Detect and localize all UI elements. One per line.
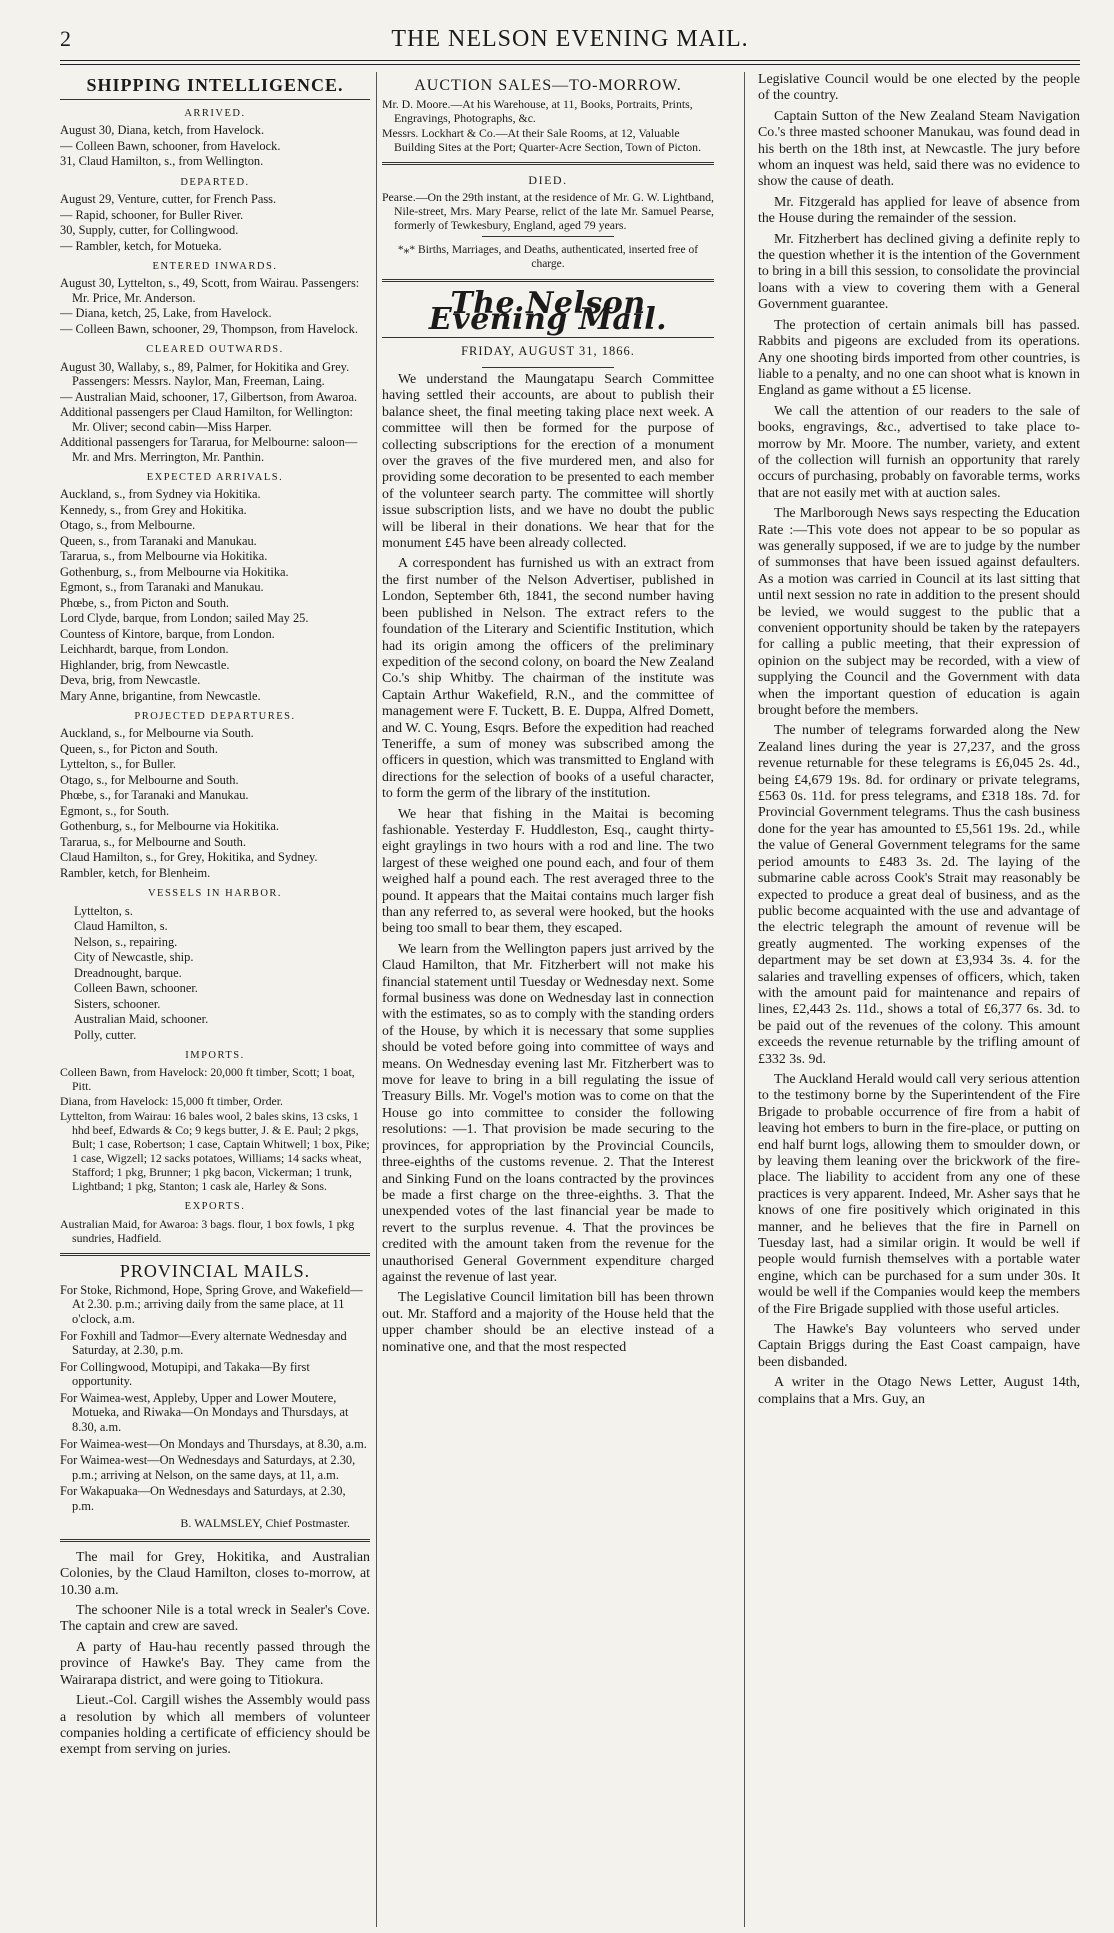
- list-item: Deva, brig, from Newcastle.: [60, 673, 201, 688]
- dateline: FRIDAY, AUGUST 31, 1866.: [461, 343, 635, 358]
- news-paragraph: We understand the Maungatapu Search Committee having settled their accounts, are about to publish their balance sheet, the final meeting taking place next week. A committee will then be formed for the purpose of collecting subscriptions for the erection of a monument over the graves of the five murdered men, and also for providing some decoration to be presented to each member of the volunteer search party. The committee will shortly issue subscription lists, and we have no doubt the public will be liberal in their donations. We hear that for the monument £45 have been already collected.: [382, 372, 714, 552]
- free-notice: *⁎* Births, Marriages, and Deaths, authenticated, inserted free of charge.: [397, 244, 699, 271]
- arrived-section: [60, 106, 370, 169]
- divider: [482, 367, 615, 368]
- list-item: Tararua, s., from Melbourne via Hokitika.: [60, 549, 268, 564]
- news-paragraph: The protection of certain animals bill has passed. Rabbits and pigeons are excluded from its operations. Any one shooting birds imported from other countries, is liable to a penalty, and no one can shoot what is known in England as game without a £5 license.: [758, 317, 1080, 399]
- list-item: Phœbe, s., from Picton and South.: [60, 595, 229, 610]
- col3-news: [758, 72, 1080, 1408]
- list-item: — Colleen Bawn, schooner, 29, Thompson, from Havelock.: [60, 321, 358, 336]
- section-label: EXPORTS.: [184, 1201, 246, 1213]
- column-3: [758, 72, 1080, 1927]
- harbor-list: [60, 904, 370, 1043]
- list-item: Phœbe, s., for Taranaki and Manukau.: [60, 788, 249, 803]
- news-paragraph: Mr. Fitzgerald has applied for leave of absence from the House during the remainder of the session.: [758, 194, 1080, 227]
- news-paragraph: The Legislative Council limitation bill has been thrown out. Mr. Stafford and a majority of the House held that the upper chamber should be an elective instead of a nominative one, and that the most respected: [382, 1290, 714, 1355]
- list-item: — Australian Maid, schooner, 17, Gilbertson, from Awaroa.: [60, 389, 358, 404]
- section-label: ENTERED INWARDS.: [152, 261, 278, 273]
- news-paragraph: The Auckland Herald would call very serious attention to the testimony borne by the Superintendent of the Fire Brigade to probable occurrence of fire from a habit of leaving hot embers to burn in the fire-place, or putting on end half burnt logs, allowing them to smoulder down, or by leaving them leaning over the brickwork of the fire-place. The liability to accident from any one of these practices is very apparent. Indeed, Mr. Asher says that he knows of one fire positively which originated in this manner, and he believes that the fire in Parnell on Tuesday last, had a similar origin. It would be well if people would furnish themselves with a portable water engine, which can be purchased for a sum under 30s. It would be well if the Companies would keep the members of the Fire Brigade supplied with those useful articles.: [758, 1071, 1080, 1317]
- section-label: CLEARED OUTWARDS.: [146, 344, 284, 356]
- list-item: For Collingwood, Motupipi, and Takaka—By first opportunity.: [60, 1359, 310, 1389]
- masthead: The Nelson Evening Mail.: [428, 286, 668, 337]
- list-item: Sisters, schooner.: [74, 996, 161, 1011]
- news-paragraph: The Hawke's Bay volunteers who served under Captain Briggs during the East Coast campaign, have been disbanded.: [758, 1322, 1080, 1370]
- list-item: 30, Supply, cutter, for Collingwood.: [60, 223, 239, 238]
- news-paragraph: We hear that fishing in the Maitai is becoming fashionable. Yesterday F. Huddleston, Esq., caught thirty-eight graylings in two hours with a rod and line. The two largest of these weighed one pound each, and four of them weighed half a pound each. The rest averaged three to the pound. It appears that the Maitai contains much larger fish than any referred to, as several were hooked, but the hooks being too small to bear them, they escaped.: [382, 806, 714, 937]
- header-rule-2: [60, 64, 1080, 65]
- list-item: For Waimea-west—On Wednesdays and Saturdays, at 2.30, p.m.; arriving at Nelson, on the same days, at 11, a.m.: [60, 1453, 356, 1482]
- list-item: City of Newcastle, ship.: [74, 950, 194, 965]
- entered-list: [60, 276, 370, 336]
- list-item: Diana, from Havelock: 15,000 ft timber, Order.: [60, 1094, 283, 1109]
- news-paragraph: A writer in the Otago News Letter, August 14th, complains that a Mrs. Guy, an: [758, 1375, 1080, 1407]
- list-item: For Foxhill and Tadmor—Every alternate Wednesday and Saturday, at 2.30, p.m.: [60, 1328, 347, 1358]
- expected-section: [60, 470, 370, 703]
- projected-section: [60, 709, 370, 880]
- divider: [60, 99, 370, 100]
- list-item: Auckland, s., for Melbourne via South.: [60, 726, 254, 741]
- column-1: [60, 72, 370, 1927]
- list-item: Mr. D. Moore.—At his Warehouse, at 11, Books, Portraits, Prints, Engravings, Photographs, &c.: [382, 97, 693, 126]
- divider: [382, 162, 714, 165]
- list-item: — Colleen Bawn, schooner, from Havelock.: [60, 138, 281, 153]
- list-item: Countess of Kintore, barque, from London.: [60, 626, 275, 641]
- news-paragraph: The number of telegrams forwarded along the New Zealand lines during the year is 27,237, and the gross revenue returnable for these telegrams is £6,045 2s. 4d., being £4,679 19s. 8d. for ordinary or private telegrams, £563 0s. 11d. for press telegrams, and £318 18s. 7d. for Provincial Government telegrams. Thus the cash business done for the year has amounted to £5,561 19s. 2d., while the value of General Government telegrams for the same period amounts to £483 3s. 2d. The laying of the submarine cable across Cook's Strait may reasonably be expected to produce a great deal of business, and as the public become acquainted with the use and advantage of the electric telegraph the amount of revenue will be greatly augmented. The working expenses of the department may be set down at £3,934 3s. 4. for the salaries and travelling expenses of officers, which, taken with the amount paid for maintenance and repairs of lines, £2,443 2s. 11d., shows a total of £6,377 6s. 3d. to be paid out of the revenues of the colony. This amount exceeds the revenue returnable by the trifling amount of £332 3s. 9d.: [758, 723, 1080, 1067]
- harbor-section: [60, 886, 370, 1042]
- list-item: Lyttelton, from Wairau: 16 bales wool, 2 bales skins, 13 csks, 1 hhd beef, Edwards & Co; 9 kegs butter, J. & E. Paul; 2 pkgs, Bult; 1 case, Robertson; 1 case, Captain Whitwell; 1 box, Pike; 1 case, Wigzell; 12 sacks potatoes, Williams; 14 sacks wheat, Stafford; 1 pkg, Brunner; 1 pkg bacon, Vickerman; 1 trunk, Lightband; 1 pkg, Stanton; 1 cask ale, Harley & Sons.: [60, 1109, 370, 1194]
- list-item: Auckland, s., from Sydney via Hokitika.: [60, 487, 261, 502]
- list-item: — Rapid, schooner, for Buller River.: [60, 207, 244, 222]
- list-item: For Waimea-west—On Mondays and Thursdays, at 8.30, a.m.: [60, 1436, 367, 1451]
- mails-list: [60, 1283, 370, 1514]
- list-item: For Wakapuaka—On Wednesdays and Saturdays, at 2.30, p.m.: [60, 1484, 346, 1514]
- list-item: Egmont, s., from Taranaki and Manukau.: [60, 580, 264, 595]
- cleared-section: [60, 342, 370, 464]
- column-2: [382, 72, 714, 1927]
- list-item: Highlander, brig, from Newcastle.: [60, 657, 230, 672]
- mails-title: PROVINCIAL MAILS.: [119, 1260, 311, 1281]
- died-title: DIED.: [528, 173, 568, 188]
- imports-list: [60, 1065, 370, 1193]
- divider: [60, 1539, 370, 1542]
- list-item: Otago, s., for Melbourne and South.: [60, 772, 239, 787]
- news-paragraph: The Marlborough News says respecting the Education Rate :—This vote does not appear to be so popular as was generally supposed, if we are to judge by the number of summonses that have been issued against defaulters. As a motion was carried in Council at its last sitting that until next session no rate in addition to the present should be levied, we would suggest to the public that a convenient opportunity should be taken by the ratepayers for calling a public meeting, that their expression of opinion on the subject may be recorded, with a view of supplying the Council and the Government with data when the important question of education is again brought before the members.: [758, 506, 1080, 719]
- section-label: ARRIVED.: [184, 108, 246, 120]
- list-item: Claud Hamilton, s., for Grey, Hokitika, and Sydney.: [60, 850, 318, 865]
- list-item: 31, Claud Hamilton, s., from Wellington.: [60, 154, 264, 169]
- col2-news: [382, 372, 714, 1356]
- news-paragraph: We call the attention of our readers to the sale of books, engravings, &c., advertised to take place to-morrow by Mr. Moore. The number, variety, and extent of the collection will furnish an opportunity that rarely occurs of purchasing, probably on favorable terms, works that are not easily met with at auction sales.: [758, 403, 1080, 501]
- section-label: EXPECTED ARRIVALS.: [146, 472, 284, 484]
- list-item: August 30, Lyttelton, s., 49, Scott, from Wairau. Passengers: Mr. Price, Mr. Anderson.: [60, 276, 360, 305]
- news-paragraph: We learn from the Wellington papers just arrived by the Claud Hamilton, that Mr. Fitzherbert will not make his financial statement until Tuesday or Wednesday next. Some formal business was done on Wednesday last in connection with the estimates, so as to comply with the standing orders of the House, by which it is necessary that some supplies should be voted before going into committee of ways and means. On Wednesday evening last Mr. Fitzherbert was to move for leave to bring in a bill regulating the issue of Treasury Bills. Mr. Vogel's motion was to come on that the House go into committee to consider the following resolutions: —1. That provision be made securing to the provinces, for appropriation by the Provincial Councils, three-eighths of the customs revenue. 2. That the Interest and Sinking Fund on the loans contracted by the provinces be made a first charge on the three-eighths. 3. That the unexpended votes of the last financial year be made to revert to the surplus revenue. 4. That the provinces be credited with the amount taken from the revenue for the unauthorised General Government expenditure charged against the revenue of last year.: [382, 941, 714, 1285]
- list-item: Messrs. Lockhart & Co.—At their Sale Rooms, at 12, Valuable Building Sites at the Port; Quarter-Acre Section, Town of Picton.: [382, 126, 702, 155]
- divider: [382, 279, 714, 282]
- list-item: Australian Maid, schooner.: [74, 1012, 209, 1027]
- column-divider: [376, 72, 377, 1927]
- list-item: Gothenburg, s., from Melbourne via Hokitika.: [60, 564, 289, 579]
- list-item: Lyttelton, s., for Buller.: [60, 757, 176, 772]
- list-item: Additional passengers per Claud Hamilton, for Wellington: Mr. Oliver; second cabin—Miss Harper.: [60, 405, 354, 434]
- auction-list: [382, 97, 714, 154]
- section-label: PROJECTED DEPARTURES.: [134, 711, 296, 723]
- list-item: For Stoke, Richmond, Hope, Spring Grove, and Wakefield—At 2.30. p.m.; arriving daily from the same place, at 11 o'clock, a.m.: [60, 1282, 363, 1326]
- list-item: Australian Maid, for Awaroa: 3 bags. flour, 1 box fowls, 1 pkg sundries, Hadfield.: [60, 1216, 355, 1245]
- divider: [482, 236, 615, 237]
- auction-title: AUCTION SALES—TO-MORROW.: [414, 77, 682, 94]
- col1-news: [60, 1550, 370, 1759]
- list-item: August 30, Wallaby, s., 89, Palmer, for Hokitika and Grey. Passengers: Messrs. Naylor, Man, Freeman, Laing.: [60, 359, 350, 389]
- list-item: Otago, s., from Melbourne.: [60, 518, 196, 533]
- expected-list: [60, 487, 370, 703]
- section-label: IMPORTS.: [185, 1050, 245, 1062]
- exports-section: [60, 1199, 370, 1244]
- died-notice: Pearse.—On the 29th instant, at the residence of Mr. G. W. Lightband, Nile-street, Mrs. Mary Pearse, relict of the late Mr. Samuel Pearse, formerly of Tewkesbury, England, aged 79 years.: [382, 190, 714, 233]
- list-item: Lyttelton, s.: [74, 903, 133, 918]
- divider: [382, 337, 714, 338]
- list-item: Gothenburg, s., for Melbourne via Hokitika.: [60, 819, 279, 834]
- list-item: Leichhardt, barque, from London.: [60, 642, 229, 657]
- departed-list: [60, 192, 370, 253]
- shipping-title: SHIPPING INTELLIGENCE.: [86, 75, 344, 95]
- list-item: Queen, s., from Taranaki and Manukau.: [60, 533, 257, 548]
- list-item: Nelson, s., repairing.: [74, 934, 178, 949]
- list-item: Dreadnought, barque.: [74, 965, 182, 980]
- postmaster-signature: B. WALMSLEY, Chief Postmaster.: [180, 1515, 350, 1530]
- list-item: Polly, cutter.: [74, 1027, 137, 1042]
- entered-section: [60, 259, 370, 336]
- news-paragraph: A party of Hau-hau recently passed through the province of Hawke's Bay. They came from the Wairarapa district, and were going to Titiokura.: [60, 1639, 370, 1688]
- page-header: [60, 26, 1080, 56]
- list-item: Lord Clyde, barque, from London; sailed May 25.: [60, 611, 309, 626]
- news-paragraph: A correspondent has furnished us with an extract from the first number of the Nelson Advertiser, published in London, September 6th, 1841, the second number having been published in Nelson. The extract refers to the foundation of the Literary and Scientific Institution, which had its origin among the officers of the preliminary expedition of the second colony, on board the New Zealand Co.'s ship Whitby. The chairman of the institute was Captain Arthur Wakefield, R.N., and the committee of management were F. Tuckett, B. E. Duppa, Alfred Domett, and W. C. Young, Esqrs. Before the expedition had reached Teneriffe, a sum of money was subscribed among the officers in question, which was transmitted to England with directions for the selection of books of a useful character, to form the germ of the library of the institution.: [382, 556, 714, 802]
- exports-list: [60, 1217, 370, 1245]
- news-paragraph: The mail for Grey, Hokitika, and Australian Colonies, by the Claud Hamilton, closes to-morrow, at 10.30 a.m.: [60, 1549, 370, 1598]
- column-divider: [744, 72, 745, 1927]
- departed-section: [60, 175, 370, 253]
- page-number: 2: [60, 26, 71, 51]
- news-paragraph: Captain Sutton of the New Zealand Steam Navigation Co.'s three masted schooner Manukau, was found dead in his berth on the 18th inst, at Newcastle. The jury before whom an inquest was held, said there was no evidence to show the cause of death.: [758, 108, 1080, 190]
- projected-list: [60, 726, 370, 880]
- imports-section: [60, 1048, 370, 1193]
- section-label: DEPARTED.: [180, 176, 250, 188]
- divider: [60, 1253, 370, 1256]
- list-item: For Waimea-west, Appleby, Upper and Lower Moutere, Motueka, and Riwaka—On Mondays and Thursdays, at 8.30, a.m.: [60, 1390, 349, 1435]
- header-rule: [60, 60, 1080, 61]
- list-item: Egmont, s., for South.: [60, 803, 170, 818]
- arrived-list: [60, 123, 370, 169]
- news-paragraph: Lieut.-Col. Cargill wishes the Assembly would pass a resolution by which all members of volunteer companies holding a certificate of efficiency should be exempt from serving on juries.: [60, 1693, 370, 1758]
- list-item: Claud Hamilton, s.: [74, 919, 168, 934]
- list-item: Colleen Bawn, from Havelock: 20,000 ft timber, Scott; 1 boat, Pitt.: [60, 1065, 355, 1094]
- cleared-list: [60, 360, 370, 465]
- list-item: August 29, Venture, cutter, for French Pass.: [60, 192, 277, 207]
- list-item: Colleen Bawn, schooner.: [74, 981, 198, 996]
- newspaper-title: THE NELSON EVENING MAIL.: [391, 26, 749, 52]
- news-paragraph: Mr. Fitzherbert has declined giving a definite reply to the question whether it is the intention of the Government to bring in a bill this session, to consolidate the provincial loans with a view to covering them with a General Government guarantee.: [758, 231, 1080, 313]
- list-item: Queen, s., for Picton and South.: [60, 741, 218, 756]
- list-item: August 30, Diana, ketch, from Havelock.: [60, 123, 265, 138]
- list-item: Additional passengers for Tararua, for Melbourne: saloon—Mr. and Mrs. Merrington, Mr. Panthin.: [60, 435, 358, 464]
- list-item: — Rambler, ketch, for Motueka.: [60, 238, 222, 253]
- news-paragraph: The schooner Nile is a total wreck in Sealer's Cove. The captain and crew are saved.: [60, 1603, 370, 1635]
- section-label: VESSELS IN HARBOR.: [147, 888, 283, 900]
- list-item: Kennedy, s., from Grey and Hokitika.: [60, 502, 247, 517]
- list-item: Tararua, s., for Melbourne and South.: [60, 834, 246, 849]
- news-paragraph: Legislative Council would be one elected by the people of the country.: [758, 72, 1080, 104]
- list-item: Rambler, ketch, for Blenheim.: [60, 865, 211, 880]
- list-item: — Diana, ketch, 25, Lake, from Havelock.: [60, 306, 272, 321]
- list-item: Mary Anne, brigantine, from Newcastle.: [60, 688, 261, 703]
